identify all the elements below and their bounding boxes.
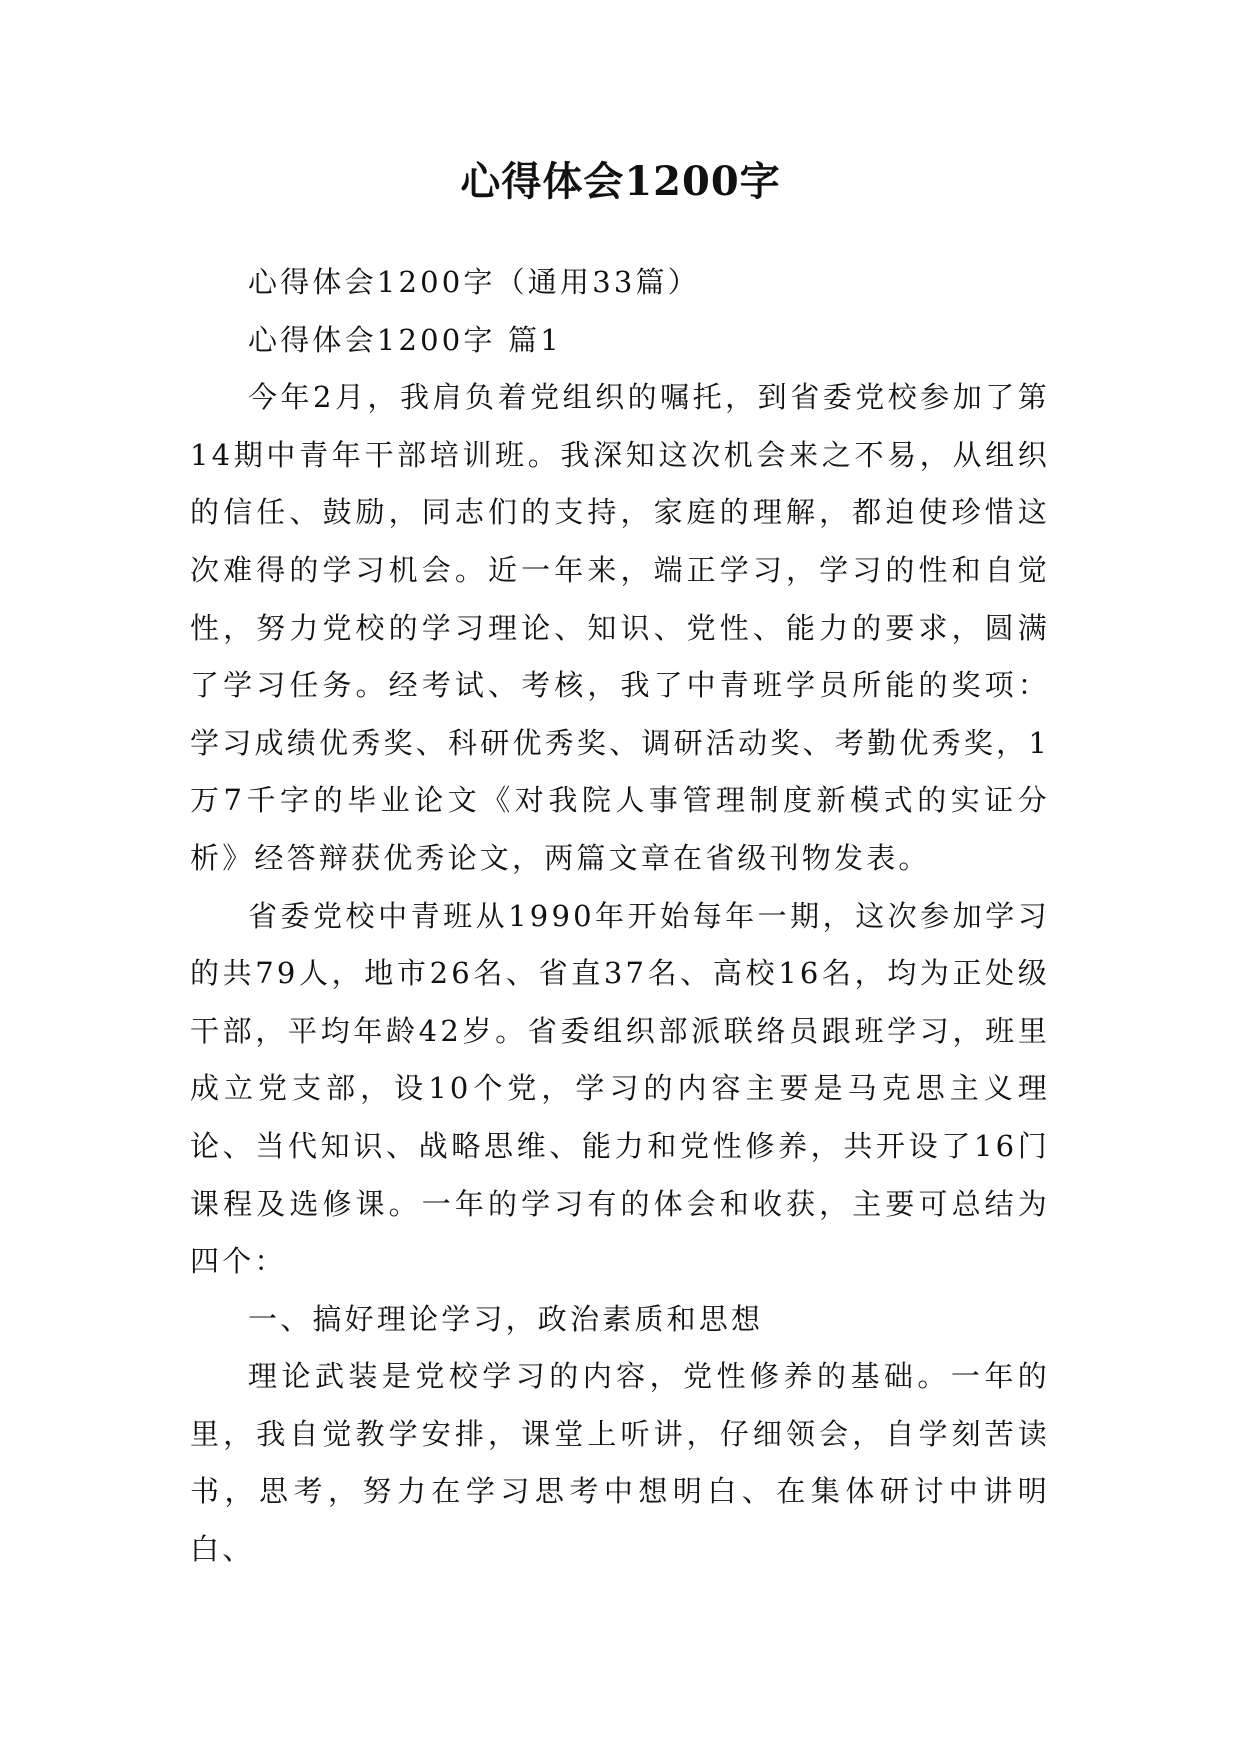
collection-subtitle: 心得体会1200字（通用33篇） — [248, 265, 700, 299]
article-heading: 心得体会1200字 篇1 — [248, 322, 562, 357]
section-heading: 一、搞好理论学习，政治素质和思想 — [248, 1301, 764, 1336]
document-body — [190, 254, 1050, 1579]
body-paragraph: 理论武装是党校学习的内容，党性修养的基础。一年的里，我自觉教学安排，课堂上听讲，仔细领会，自学刻苦读书，思考，努力在学习思考中想明白、在集体研讨中讲明白、 — [190, 1359, 1050, 1567]
body-paragraph: 今年2月，我肩负着党组织的嘱托，到省委党校参加了第14期中青年干部培训班。我深知这次机会来之不易，从组织的信任、鼓励，同志们的支持，家庭的理解，都迫使珍惜这次难得的学习机会。近一年来，端正学习，学习的性和自觉性，努力党校的学习理论、知识、党性、能力的要求，圆满了学习任务。经考试、考核，我了中青班学员所能的奖项：学习成绩优秀奖、科研优秀奖、调研活动奖、考勤优秀奖，1万7千字的毕业论文《对我院人事管理制度新模式的实证分析》经答辩获优秀论文，两篇文章在省级刊物发表。 — [190, 380, 1050, 875]
body-paragraph: 省委党校中青班从1990年开始每年一期，这次参加学习的共79人，地市26名、省直37名、高校16名，均为正处级干部，平均年龄42岁。省委组织部派联络员跟班学习，班里成立党支部，设10个党，学习的内容主要是马克思主义理论、当代知识、战略思维、能力和党性修养，共开设了16门课程及选修课。一年的学习有的体会和收获，主要可总结为四个： — [190, 898, 1050, 1279]
document-title: 心得体会1200字 — [460, 158, 781, 205]
